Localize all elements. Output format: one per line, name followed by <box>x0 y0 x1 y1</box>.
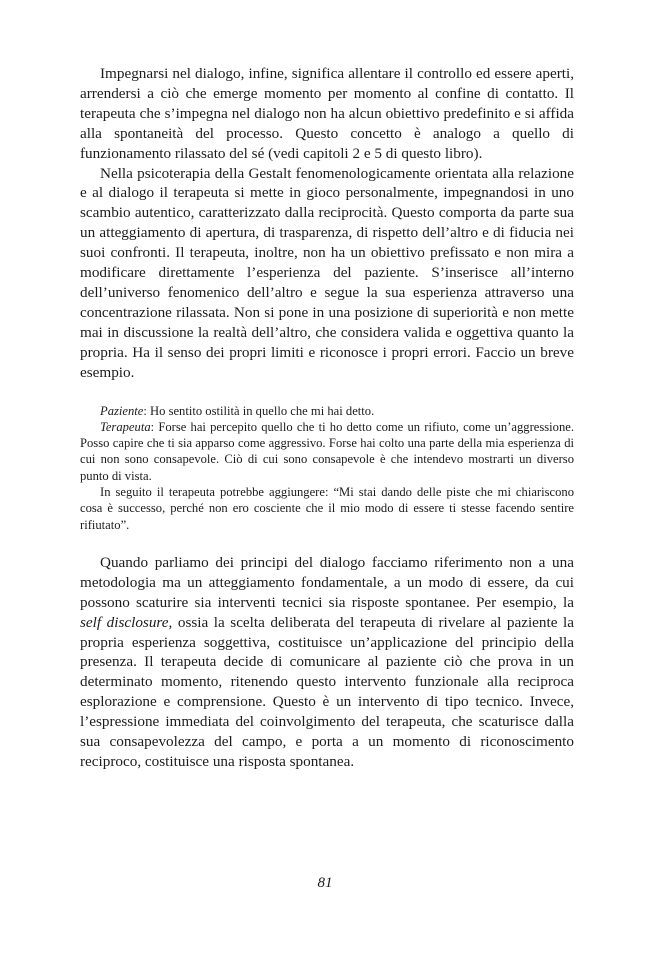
p3-after: , ossia la scelta deliberata del terapeuta di rivelare al paziente la propria esperienza soggettiva, costituisce un’applicazione del principio della presenza. Il terapeuta decide di comunicare al paziente ciò che prova in un determinato momento, ritenendo questo intervento funzionale alla reciproca esplorazione e comprensione. Questo è un intervento di tipo tecnico. Invece, l’espressione immediata del coinvolgimento del terapeuta, che scaturisce dalla sua consapevolezza del campo, e porta a un momento di riconoscimento reciproco, costituisce una risposta spontanea. <box>80 613 574 770</box>
paragraph-2: Nella psicoterapia della Gestalt fenomenologicamente orientata alla relazione e al dialogo il terapeuta si mette in gioco personalmente, impegnandosi in uno scambio autentico, caratterizzato dalla reciprocità. Questo comporta da parte sua un atteggiamento di apertura, di trasparenza, di rispetto dell’altro e di fiducia nei suoi confronti. Il terapeuta, inoltre, non ha un obiettivo prefissato e non mira a modificare direttamente l’esperienza del paziente. S’inserisce all’interno dell’universo fenomenico dell’altro e segue la sua esperienza attraverso una concentrazione rilassata. Non si pone in una posizione di superiorità e non mette mai in discussione la realtà dell’altro, che considera valida e oggettiva quanto la propria. Ha il senso dei propri limiti e riconosce i propri errori. Faccio un breve esempio. <box>80 164 574 381</box>
page-number: 81 <box>317 875 333 891</box>
main-text-top <box>80 64 574 383</box>
speaker-therapist: Terapeuta <box>100 419 151 434</box>
main-text-bottom <box>80 553 574 772</box>
dialogue-followup: In seguito il terapeuta potrebbe aggiungere: “Mi stai dando delle piste che mi chiariscono cosa è successo, perché non ero cosciente che il mio modo di essere ti stesse facendo sentire rifiutato”. <box>80 484 574 532</box>
therapist-line: : Forse hai percepito quello che ti ho detto come un rifiuto, come un’aggressione. Posso capire che ti sia apparso come aggressivo. Forse hai colto una parte della mia esperienza di cui non sono consapevole. Ciò di cui sono consapevole è che intendevo mostrarti un diverso punto di vista. <box>80 419 574 483</box>
text-block <box>80 64 574 772</box>
p3-before: Quando parliamo dei principi del dialogo facciamo riferimento non a una metodologia ma un atteggiamento fondamentale, a un modo di essere, da cui possono scaturire sia interventi tecnici sia risposte spontanee. Per esempio, la <box>80 553 574 611</box>
dialogue-patient <box>80 403 574 419</box>
dialogue-example <box>80 403 574 533</box>
patient-line: : Ho sentito ostilità in quello che mi hai detto. <box>143 403 375 418</box>
paragraph-1: Impegnarsi nel dialogo, infine, significa allentare il controllo ed essere aperti, arrendersi a ciò che emerge momento per momento al confine di contatto. Il terapeuta che s’impegna nel dialogo non ha alcun obiettivo predefinito e si affida alla spontaneità del processo. Questo concetto è analogo a quello di funzionamento rilassato del sé (vedi capitoli 2 e 5 di questo libro). <box>80 65 574 162</box>
dialogue-therapist <box>80 419 574 484</box>
term-self-disclosure: self disclosure <box>80 613 169 631</box>
paragraph-3 <box>80 553 574 772</box>
speaker-patient: Paziente <box>100 403 144 418</box>
